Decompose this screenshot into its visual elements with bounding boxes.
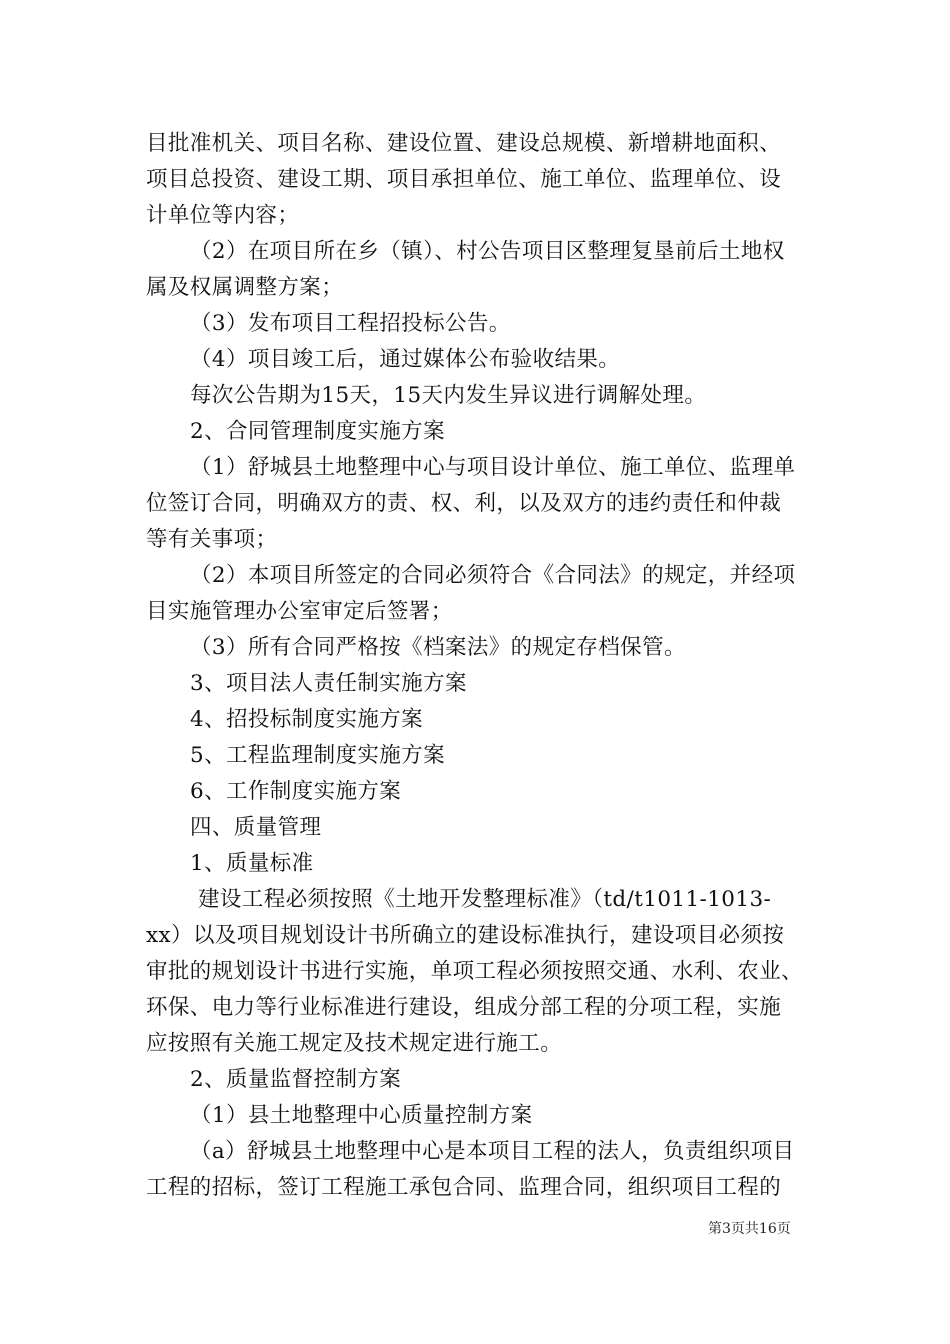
text-line: xx）以及项目规划设计书所确立的建设标准执行，建设项目必须按 [146, 923, 785, 948]
section-heading: 1、质量标准 [190, 851, 314, 876]
text-line: （3）发布项目工程招投标公告。 [190, 311, 511, 336]
text-line: 等有关事项； [146, 527, 278, 552]
text-line: （1）舒城县土地整理中心与项目设计单位、施工单位、监理单 [190, 455, 796, 480]
text-line: 目实施管理办公室审定后签署； [146, 599, 453, 624]
text-line: 每次公告期为15天，15天内发生异议进行调解处理。 [190, 383, 707, 408]
text-line: （2）本项目所签定的合同必须符合《合同法》的规定，并经项 [190, 563, 796, 588]
text-line: 环保、电力等行业标准进行建设，组成分部工程的分项工程，实施 [146, 995, 782, 1020]
page-number-footer: 第3页共16页 [708, 1221, 791, 1237]
text-line: 建设工程必须按照《土地开发整理标准》（td/t1011-1013- [198, 887, 772, 912]
section-heading: 2、合同管理制度实施方案 [190, 419, 445, 444]
text-line: 目批准机关、项目名称、建设位置、建设总规模、新增耕地面积、 [146, 131, 782, 156]
text-line: 位签订合同，明确双方的责、权、利，以及双方的违约责任和仲裁 [146, 491, 782, 516]
text-line: （2）在项目所在乡（镇）、村公告项目区整理复垦前后土地权 [190, 239, 785, 264]
text-line: 计单位等内容； [146, 203, 300, 228]
text-line: （4）项目竣工后，通过媒体公布验收结果。 [190, 347, 621, 372]
text-line: （1）县土地整理中心质量控制方案 [190, 1103, 533, 1128]
text-line: （a）舒城县土地整理中心是本项目工程的法人，负责组织项目 [190, 1139, 795, 1164]
text-line: 工程的招标，签订工程施工承包合同、监理合同，组织项目工程的 [146, 1175, 782, 1200]
text-line: 项目总投资、建设工期、项目承担单位、施工单位、监理单位、设 [146, 167, 782, 192]
text-line: 应按照有关施工规定及技术规定进行施工。 [146, 1031, 563, 1056]
section-heading: 5、工程监理制度实施方案 [190, 743, 445, 768]
text-line: 审批的规划设计书进行实施，单项工程必须按照交通、水利、农业、 [146, 959, 804, 984]
section-heading: 6、工作制度实施方案 [190, 779, 402, 804]
section-heading: 3、项目法人责任制实施方案 [190, 671, 467, 696]
text-line: 属及权属调整方案； [146, 275, 344, 300]
section-heading: 4、招投标制度实施方案 [190, 707, 424, 732]
text-line: （3）所有合同严格按《档案法》的规定存档保管。 [190, 635, 686, 660]
section-heading: 2、质量监督控制方案 [190, 1067, 402, 1092]
chapter-heading: 四、质量管理 [190, 815, 322, 840]
